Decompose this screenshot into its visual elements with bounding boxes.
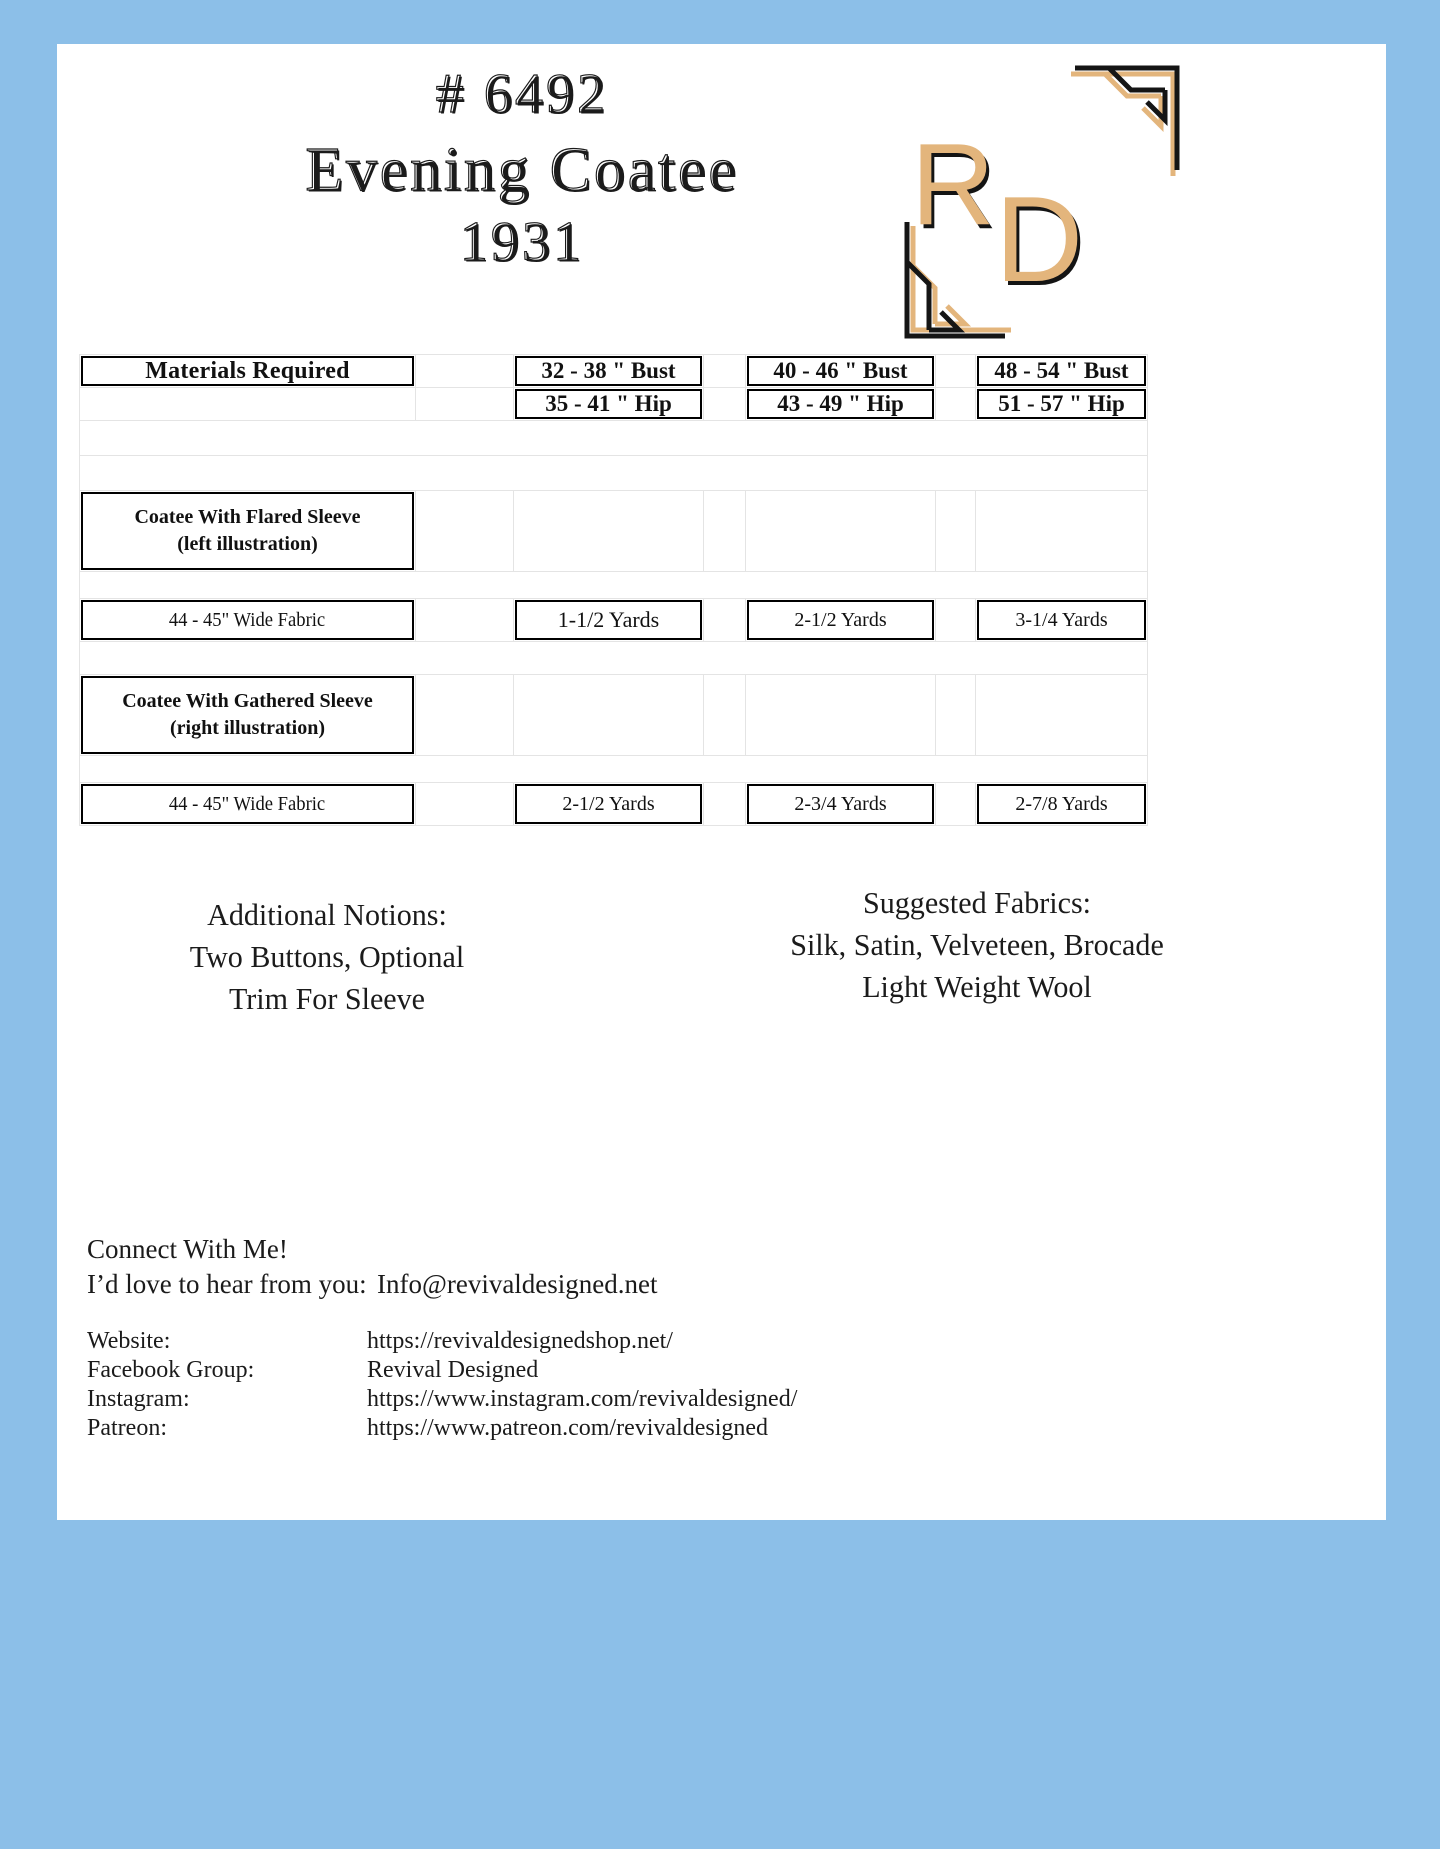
connect-block [87, 1232, 658, 1301]
table-row-header-bust [80, 355, 1148, 388]
fabrics-heading: Suggested Fabrics: [862, 885, 1092, 920]
size-1-hip: 35 - 41 " Hip [545, 391, 672, 416]
page-title: Evening Coatee [305, 136, 739, 205]
revival-designed-logo [897, 52, 1177, 312]
link-value-patreon[interactable]: https://www.patreon.com/revivaldesigned [367, 1415, 769, 1442]
section-1-yardage-3: 3-1/4 Yards [1015, 608, 1108, 631]
cell-section-2-fabric [80, 783, 416, 826]
table-row-section-2-title [80, 675, 1148, 756]
links-block [87, 1327, 797, 1443]
materials-required-label: Materials Required [145, 357, 350, 384]
link-row-facebook [87, 1356, 797, 1385]
cell-spacer [936, 599, 976, 642]
connect-invite: I’d love to hear from you: [87, 1268, 367, 1299]
connect-heading: Connect With Me! [87, 1234, 288, 1264]
section-2-title-line1: Coatee With Gathered Sleeve [122, 690, 373, 713]
cell-empty [976, 675, 1148, 756]
notions-line-1: Two Buttons, Optional [189, 939, 465, 975]
cell-empty [746, 491, 936, 572]
cell-spacer [416, 675, 514, 756]
additional-notions-block [94, 894, 560, 1020]
pattern-sheet [57, 44, 1386, 1520]
link-label-website: Website: [87, 1328, 171, 1354]
cell-spacer [704, 491, 746, 572]
cell-empty [976, 491, 1148, 572]
cell-size-3-bust [976, 355, 1148, 388]
notions-line-2: Trim For Sleeve [228, 981, 426, 1017]
cell-spacer [936, 783, 976, 826]
link-label-facebook: Facebook Group: [87, 1357, 255, 1384]
section-1-title-line1: Coatee With Flared Sleeve [134, 506, 361, 529]
section-2-yardage-3: 2-7/8 Yards [1015, 792, 1108, 815]
connect-email[interactable]: Info@revivaldesigned.net [377, 1268, 658, 1299]
cell-size-2-hip [746, 388, 936, 421]
section-1-yardage-1: 1-1/2 Yards [557, 607, 660, 632]
size-2-hip: 43 - 49 " Hip [777, 391, 904, 416]
link-value-facebook[interactable]: Revival Designed [367, 1357, 539, 1384]
link-value-instagram[interactable]: https://www.instagram.com/revivaldesigned/ [367, 1386, 798, 1413]
cell-spacer [936, 491, 976, 572]
size-3-hip: 51 - 57 " Hip [998, 391, 1125, 416]
section-2-yardage-1: 2-1/2 Yards [562, 792, 655, 815]
cell-size-2-bust [746, 355, 936, 388]
fabrics-line-1: Silk, Satin, Velveteen, Brocade [790, 927, 1164, 963]
table-row-section-1-yardage [80, 599, 1148, 642]
cell-spacer [704, 388, 746, 421]
logo-letter-r: R [911, 119, 995, 249]
link-value-website[interactable]: https://revivaldesignedshop.net/ [367, 1328, 673, 1354]
table-row-gap [80, 572, 1148, 599]
cell-spacer [704, 599, 746, 642]
cell-spacer [416, 491, 514, 572]
art-deco-corner-bracket-icon-2 [893, 220, 1013, 355]
cell-size-1-bust [514, 355, 704, 388]
table-row-section-2-yardage [80, 783, 1148, 826]
connect-email-row [87, 1267, 658, 1302]
pattern-number: # 6492 [435, 63, 609, 125]
cell-section-2-yardage-1 [514, 783, 704, 826]
pattern-year: 1931 [459, 211, 585, 274]
cell-spacer [416, 355, 514, 388]
cell-spacer [704, 355, 746, 388]
table-row-section-1-title [80, 491, 1148, 572]
link-label-patreon: Patreon: [87, 1415, 167, 1442]
section-1-yardage-2: 2-1/2 Yards [794, 608, 887, 631]
section-2-fabric-label: 44 - 45" Wide Fabric [169, 792, 326, 815]
cell-section-2-yardage-2 [746, 783, 936, 826]
cell-spacer [416, 599, 514, 642]
cell-empty [514, 491, 704, 572]
fabrics-line-2: Light Weight Wool [862, 969, 1092, 1005]
link-row-instagram [87, 1385, 797, 1414]
cell-section-1-yardage-1 [514, 599, 704, 642]
cell-spacer [704, 675, 746, 756]
section-1-title-line2: (left illustration) [177, 533, 318, 555]
cell-section-1-yardage-2 [746, 599, 936, 642]
table-row-header-hip [80, 388, 1148, 421]
materials-table [79, 354, 1148, 826]
section-2-yardage-2: 2-3/4 Yards [794, 792, 887, 815]
cell-size-3-hip [976, 388, 1148, 421]
notions-heading: Additional Notions: [207, 897, 447, 932]
table-row-gap [80, 756, 1148, 783]
link-label-instagram: Instagram: [87, 1386, 190, 1413]
cell-spacer [936, 675, 976, 756]
cell-section-2-title [80, 675, 416, 756]
cell-empty [746, 675, 936, 756]
logo-letter-d: D [995, 171, 1084, 307]
cell-empty [80, 388, 416, 421]
section-1-fabric-label: 44 - 45" Wide Fabric [169, 608, 326, 631]
table-row-gap [80, 421, 1148, 456]
cell-spacer [936, 355, 976, 388]
size-2-bust: 40 - 46 " Bust [773, 358, 908, 383]
size-3-bust: 48 - 54 " Bust [994, 358, 1129, 383]
cell-spacer [416, 783, 514, 826]
cell-section-2-yardage-3 [976, 783, 1148, 826]
section-2-title-line2: (right illustration) [170, 717, 325, 739]
link-row-website [87, 1327, 797, 1356]
suggested-fabrics-block [667, 882, 1288, 1008]
cell-section-1-yardage-3 [976, 599, 1148, 642]
cell-materials-required [80, 355, 416, 388]
size-1-bust: 32 - 38 " Bust [541, 358, 676, 383]
title-block [57, 63, 987, 274]
art-deco-corner-bracket-icon [1065, 52, 1185, 187]
cell-empty [514, 675, 704, 756]
cell-spacer [936, 388, 976, 421]
cell-section-1-fabric [80, 599, 416, 642]
cell-spacer [416, 388, 514, 421]
table-row-gap [80, 642, 1148, 675]
cell-spacer [704, 783, 746, 826]
cell-size-1-hip [514, 388, 704, 421]
cell-section-1-title [80, 491, 416, 572]
link-row-patreon [87, 1414, 797, 1443]
table-row-gap [80, 456, 1148, 491]
